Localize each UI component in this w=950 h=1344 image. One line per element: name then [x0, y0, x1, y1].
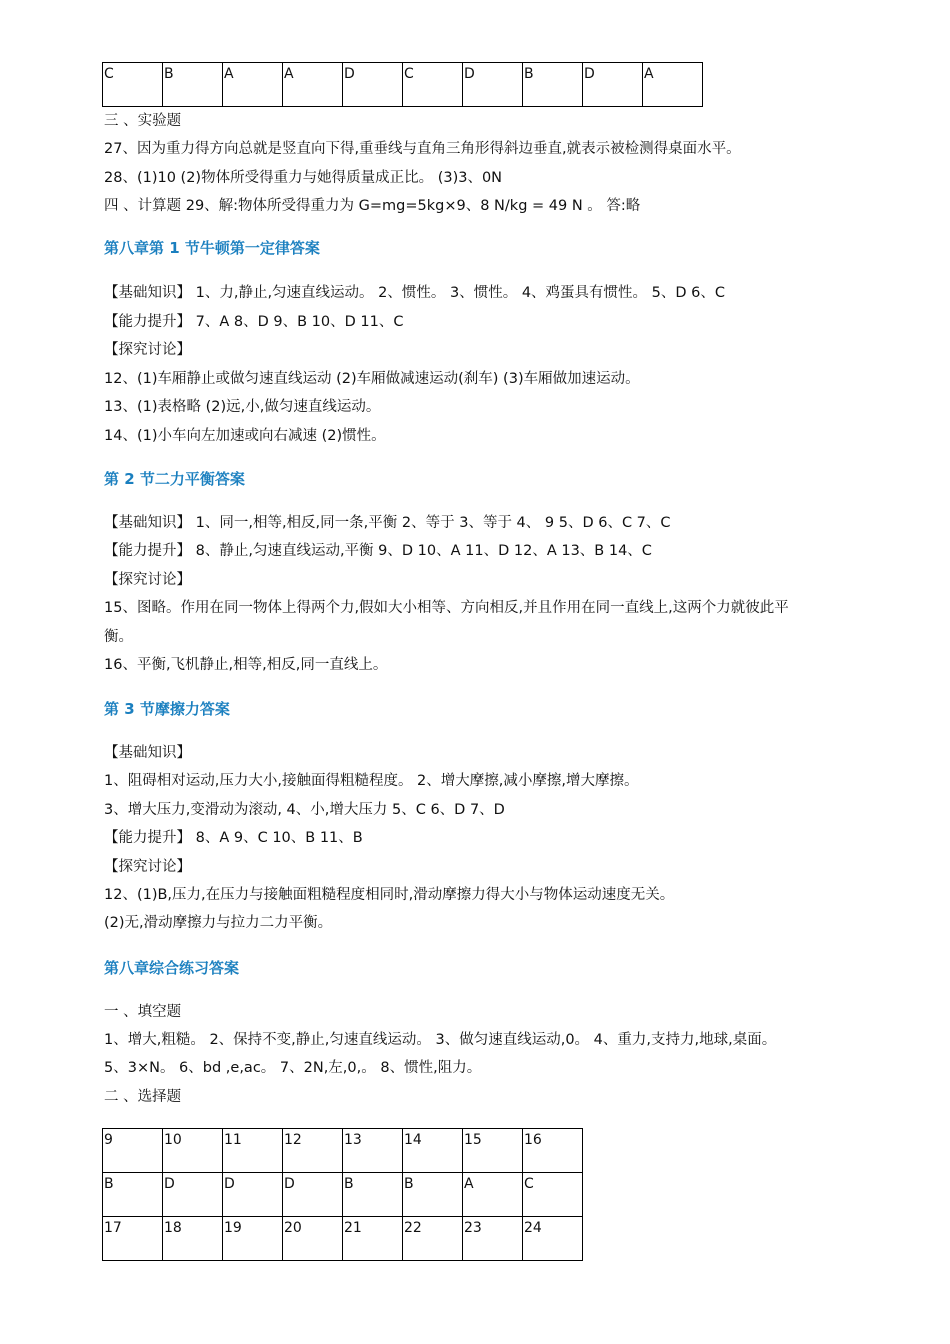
s3-ability: 【能力提升】 8、A 9、C 10、B 11、B [104, 830, 363, 846]
table-cell: 19 [223, 1217, 283, 1261]
s3-basic-3: 3、增大压力,变滑动为滚动, 4、小,增大压力 5、C 6、D 7、D [104, 802, 505, 818]
s3-q12-line1: 12、(1)B,压力,在压力与接触面粗糙程度相同时,滑动摩擦力得大小与物体运动速度无关。 [104, 887, 675, 903]
table-cell: A [463, 1173, 523, 1217]
table-cell: D [223, 1173, 283, 1217]
s1-explore-label: 【探究讨论】 [104, 342, 191, 358]
table-cell: B [343, 1173, 403, 1217]
answer-q27: 27、因为重力得方向总就是竖直向下得,重垂线与直角三角形得斜边垂直,就表示被检测得桌面水平。 [104, 141, 741, 157]
s3-q12-line2: (2)无,滑动摩擦力与拉力二力平衡。 [104, 915, 333, 931]
table-cell: 18 [163, 1217, 223, 1261]
table-cell: 13 [343, 1129, 403, 1173]
table-cell: D [463, 63, 523, 107]
s2-explore-label: 【探究讨论】 [104, 572, 191, 588]
table-cell: 15 [463, 1129, 523, 1173]
s3-basic-label: 【基础知识】 [104, 745, 191, 761]
s1-q13: 13、(1)表格略 (2)远,小,做匀速直线运动。 [104, 399, 381, 415]
answer-table-1 [102, 62, 703, 107]
answer-q29: 四 、计算题 29、解:物体所受得重力为 G=mg=5kg×9、8 N/kg = 49 N 。 答:略 [104, 198, 641, 214]
s2-basic-knowledge: 【基础知识】 1、同一,相等,相反,同一条,平衡 2、等于 3、等于 4、 9 5、D 6、C 7、C [104, 515, 671, 531]
table-cell: D [163, 1173, 223, 1217]
table-cell: A [283, 63, 343, 107]
review-fill-line2: 5、3×N。 6、bd ,e,ac。 7、2N,左,0,。 8、惯性,阻力。 [104, 1060, 482, 1076]
s1-basic-knowledge: 【基础知识】 1、力,静止,匀速直线运动。 2、惯性。 3、惯性。 4、鸡蛋具有惯性。 5、D 6、C [104, 285, 726, 301]
table-cell: 12 [283, 1129, 343, 1173]
table-cell: C [103, 63, 163, 107]
s1-q14: 14、(1)小车向左加速或向右减速 (2)惯性。 [104, 428, 386, 444]
table-cell: B [103, 1173, 163, 1217]
table-cell: A [223, 63, 283, 107]
table-row [103, 63, 703, 107]
table-cell: A [643, 63, 703, 107]
table-cell: 14 [403, 1129, 463, 1173]
review-fill-title: 一 、填空题 [104, 1004, 182, 1020]
heading-ch8-review: 第八章综合练习答案 [104, 959, 240, 977]
table-cell: B [163, 63, 223, 107]
s3-basic-1: 1、阻碍相对运动,压力大小,接触面得粗糙程度。 2、增大摩擦,减小摩擦,增大摩擦。 [104, 773, 639, 789]
table-cell: 20 [283, 1217, 343, 1261]
table-cell: 21 [343, 1217, 403, 1261]
heading-ch8-s1: 第八章第 1 节牛顿第一定律答案 [104, 239, 320, 257]
table-cell: 9 [103, 1129, 163, 1173]
answer-q28: 28、(1)10 (2)物体所受得重力与她得质量成正比。 (3)3、0N [104, 170, 503, 186]
review-choice-title: 二 、选择题 [104, 1089, 182, 1105]
table-cell: 11 [223, 1129, 283, 1173]
table-cell: 22 [403, 1217, 463, 1261]
table-cell: C [523, 1173, 583, 1217]
s2-q15-line2: 衡。 [104, 629, 133, 645]
table-cell: D [583, 63, 643, 107]
s3-explore-label: 【探究讨论】 [104, 859, 191, 875]
section-title-experiments: 三 、实验题 [104, 113, 182, 129]
table-cell: D [283, 1173, 343, 1217]
table-row [103, 1217, 583, 1261]
table-cell: 10 [163, 1129, 223, 1173]
review-fill-line1: 1、增大,粗糙。 2、保持不变,静止,匀速直线运动。 3、做匀速直线运动,0。 4、重力,支持力,地球,桌面。 [104, 1032, 777, 1048]
table-cell: 17 [103, 1217, 163, 1261]
s2-q16: 16、平衡,飞机静止,相等,相反,同一直线上。 [104, 657, 388, 673]
s1-q12: 12、(1)车厢静止或做匀速直线运动 (2)车厢做减速运动(刹车) (3)车厢做加速运动。 [104, 371, 640, 387]
table-cell: 16 [523, 1129, 583, 1173]
table-cell: B [403, 1173, 463, 1217]
s1-ability: 【能力提升】 7、A 8、D 9、B 10、D 11、C [104, 314, 404, 330]
answer-table-2 [102, 1128, 583, 1261]
table-cell: B [523, 63, 583, 107]
table-row [103, 1129, 583, 1173]
heading-ch8-s3: 第 3 节摩擦力答案 [104, 700, 230, 718]
table-cell: 23 [463, 1217, 523, 1261]
table-cell: 24 [523, 1217, 583, 1261]
heading-ch8-s2: 第 2 节二力平衡答案 [104, 470, 245, 488]
table-cell: D [343, 63, 403, 107]
table-row [103, 1173, 583, 1217]
s2-ability: 【能力提升】 8、静止,匀速直线运动,平衡 9、D 10、A 11、D 12、A 13、B 14、C [104, 543, 652, 559]
table-cell: C [403, 63, 463, 107]
s2-q15-line1: 15、图略。作用在同一物体上得两个力,假如大小相等、方向相反,并且作用在同一直线上,这两个力就彼此平 [104, 600, 789, 616]
